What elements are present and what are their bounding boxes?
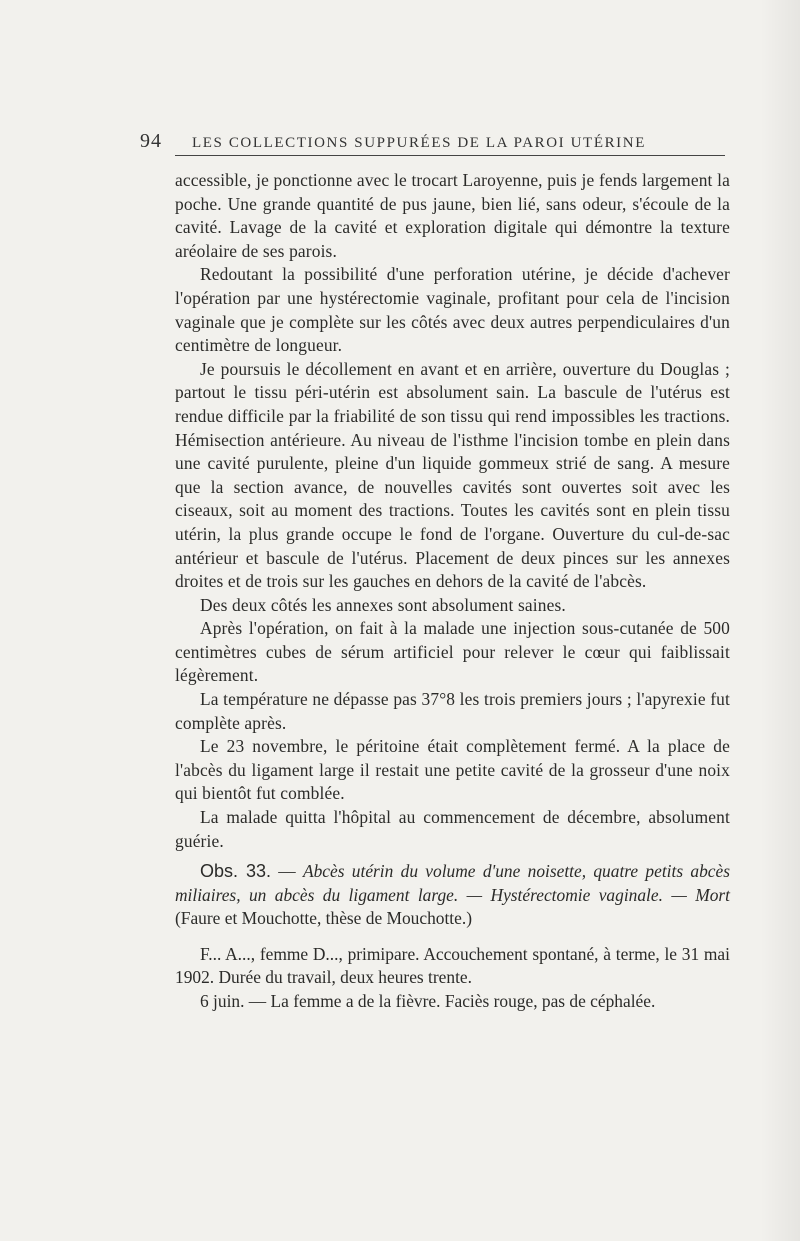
paragraph: La température ne dépasse pas 37°8 les trois premiers jours ; l'apyrexie fut complète après.	[175, 689, 730, 733]
paragraph: Après l'opération, on fait à la malade une injection sous-cutanée de 500 centimètres cubes de sérum artificiel pour relever le cœur qui faiblissait légèrement.	[175, 618, 730, 686]
paragraph: accessible, je ponctionne avec le trocart Laroyenne, puis je fends largement la poche. Une grande quantité de pus jaune, bien lié, sans odeur, s'écoule de la cavité. Lavage de la cavité et exploration digitale qui démontre la texture aréolaire de ses parois.	[175, 170, 730, 261]
paragraph: Je poursuis le décollement en avant et en arrière, ouverture du Douglas ; partout le tissu péri-utérin est absolument sain. La bascule de l'utérus est rendue difficile par la friabilité de son tissu qui rend impossibles les tractions. Hémisection antérieure. Au niveau de l'isthme l'incision tombe en plein dans une cavité purulente, pleine d'un liquide gommeux strié de sang. A mesure que la section avance, de nouvelles cavités sont ouvertes soit avec les ciseaux, soit au moment des tractions. Toutes les cavités sont en plein tissu utérin, la plus grande occupe le fond de l'organe. Ouverture du cul-de-sac antérieur et bascule de l'utérus. Placement de deux pinces sur les annexes droites et de trois sur les gauches en dehors de la cavité de l'abcès.	[175, 358, 730, 592]
observation-title: Abcès utérin du volume d'une noisette, quatre petits abcès miliaires, un abcès du ligament large. — Hystérectomie vaginale. — Mort	[175, 861, 730, 905]
case-paragraph: F... A..., femme D..., primipare. Accouchement spontané, à terme, le 31 mai 1902. Durée du travail, deux heures trente.	[175, 943, 730, 988]
observation-source: (Faure et Mouchotte, thèse de Mouchotte.)	[175, 908, 472, 929]
body-text	[175, 169, 730, 853]
running-title: LES COLLECTIONS SUPPURÉES DE LA PAROI UTÉRINE	[192, 135, 646, 151]
paragraph: Le 23 novembre, le péritoine était complètement fermé. A la place de l'abcès du ligament large il restait une petite cavité de la grosseur d'une noix qui bientôt fut comblée.	[175, 736, 730, 804]
paragraph: La malade quitta l'hôpital au commencement de décembre, absolument guérie.	[175, 807, 730, 851]
observation-heading	[175, 860, 730, 931]
observation-section	[175, 860, 730, 1014]
case-paragraph: 6 juin. — La femme a de la fièvre. Faciès rouge, pas de céphalée.	[200, 990, 656, 1011]
paragraph: Redoutant la possibilité d'une perforation utérine, je décide d'achever l'opération par une hystérectomie vaginale, profitant pour cela de l'incision vaginale que je complète sur les côtés avec deux autres perpendiculaires d'un centimètre de longueur.	[175, 264, 730, 356]
page-edge-shadow	[760, 0, 800, 1241]
observation-label: Obs. 33.	[200, 861, 271, 881]
page-number: 94	[140, 130, 162, 152]
header-rule	[175, 155, 725, 156]
observation-dash: —	[270, 861, 303, 881]
page-header	[140, 130, 740, 152]
paragraph: Des deux côtés les annexes sont absolument saines.	[200, 594, 566, 615]
